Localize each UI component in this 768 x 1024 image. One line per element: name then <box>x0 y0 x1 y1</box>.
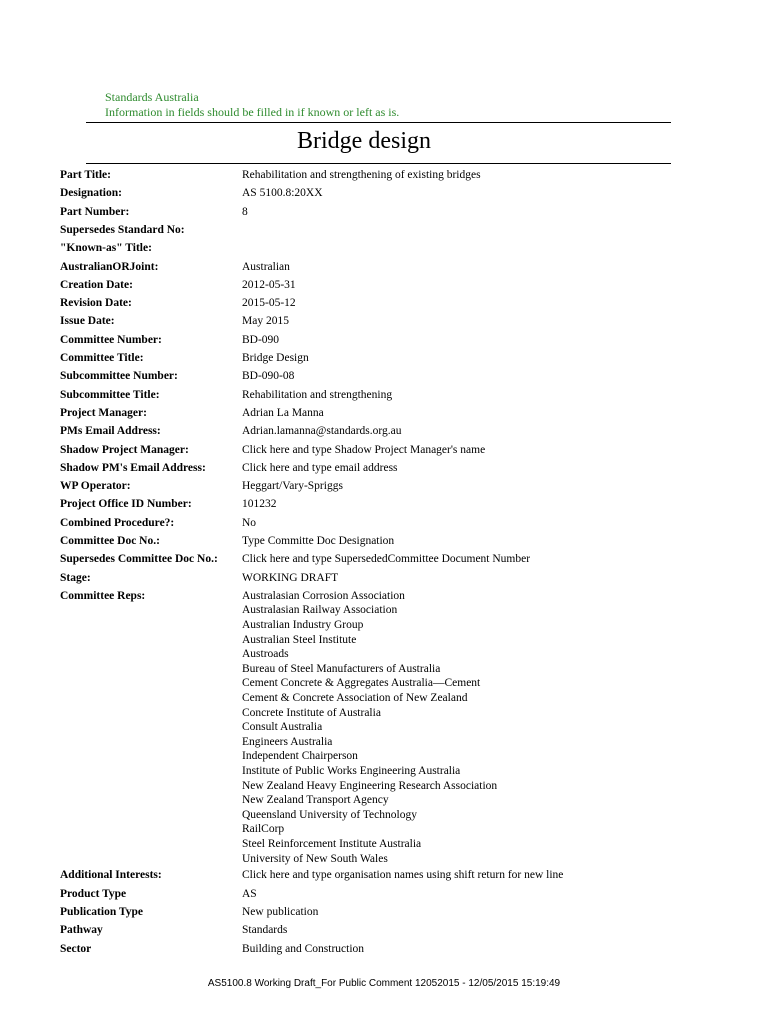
field-value: 8 <box>242 205 248 218</box>
committee-rep-item: Queensland University of Technology <box>242 808 417 821</box>
committee-reps-list <box>242 589 497 866</box>
field-label: Supersedes Committee Doc No.: <box>60 553 218 566</box>
field-label: Creation Date: <box>60 278 133 291</box>
field-value: Adrian La Manna <box>242 406 324 419</box>
field-value: New publication <box>242 905 319 918</box>
field-value: 101232 <box>242 498 277 511</box>
field-value: Adrian.lamanna@standards.org.au <box>242 425 402 438</box>
field-value: BD-090 <box>242 333 280 346</box>
field-value: BD-090-08 <box>242 370 295 383</box>
field-value: Building and Construction <box>242 942 365 955</box>
top-rule <box>86 122 671 123</box>
committee-rep-item: Cement Concrete & Aggregates Australia—Cement <box>242 677 481 690</box>
committee-rep-item: Independent Chairperson <box>242 750 358 763</box>
field-value: Click here and type Shadow Project Manager's name <box>242 443 486 456</box>
field-value: Rehabilitation and strengthening of existing bridges <box>242 169 481 181</box>
field-value: No <box>242 516 257 529</box>
field-label: Issue Date: <box>60 315 115 328</box>
committee-rep-item: Engineers Australia <box>242 735 333 748</box>
field-value: Click here and type SupersededCommittee Document Number <box>242 553 531 566</box>
field-label: PMs Email Address: <box>60 425 161 438</box>
committee-rep-item: Concrete Institute of Australia <box>242 706 381 719</box>
committee-rep-item: Australian Steel Institute <box>242 633 357 646</box>
committee-rep-item: Bureau of Steel Manufacturers of Australia <box>242 662 441 675</box>
committee-rep-item: University of New South Wales <box>242 852 388 865</box>
field-value: Heggart/Vary-Spriggs <box>242 480 343 493</box>
field-label: Committee Doc No.: <box>60 535 160 547</box>
field-label: Subcommittee Number: <box>60 370 178 383</box>
field-label: Shadow PM's Email Address: <box>60 461 206 474</box>
page-footer: AS5100.8 Working Draft_For Public Comment 12052015 - 12/05/2015 15:19:49 <box>207 978 561 989</box>
committee-rep-item: Australasian Corrosion Association <box>242 589 405 602</box>
field-label: Publication Type <box>60 905 143 918</box>
committee-rep-item: Australasian Railway Association <box>242 604 398 617</box>
committee-rep-item: Australian Industry Group <box>242 619 364 632</box>
committee-rep-item: New Zealand Transport Agency <box>242 794 389 807</box>
org-name: Standards Australia <box>105 90 199 104</box>
field-label: Designation: <box>60 187 122 200</box>
field-label: Sector <box>60 942 92 955</box>
field-label: Part Title: <box>60 169 111 181</box>
field-label: AustralianORJoint: <box>60 260 159 273</box>
bottom-rule <box>86 163 671 164</box>
field-value: Rehabilitation and strengthening <box>242 388 393 401</box>
field-label: Committee Number: <box>60 333 162 346</box>
field-label: Committee Title: <box>60 352 144 364</box>
field-label: Supersedes Standard No: <box>60 223 185 236</box>
committee-rep-item: Institute of Public Works Engineering Australia <box>242 765 461 778</box>
field-value: WORKING DRAFT <box>242 571 339 584</box>
field-value: Click here and type organisation names using shift return for new line <box>242 869 564 882</box>
field-value: Click here and type email address <box>242 461 398 474</box>
field-label: Part Number: <box>60 205 130 218</box>
document-title: Bridge design <box>297 128 431 154</box>
committee-rep-item: RailCorp <box>242 823 285 836</box>
field-value: Standards <box>242 924 288 937</box>
field-label: Project Manager: <box>60 406 147 419</box>
committee-rep-item: Consult Australia <box>242 721 323 734</box>
field-label: Combined Procedure?: <box>60 516 175 529</box>
field-value: Type Committe Doc Designation <box>242 535 395 547</box>
committee-rep-item: Cement & Concrete Association of New Zealand <box>242 692 468 705</box>
field-value: Australian <box>242 260 290 273</box>
header-block <box>105 90 399 120</box>
field-label: WP Operator: <box>60 480 131 493</box>
field-label: Pathway <box>60 924 103 937</box>
field-value: Bridge Design <box>242 352 309 364</box>
committee-rep-item: New Zealand Heavy Engineering Research Association <box>242 779 498 792</box>
field-label: Revision Date: <box>60 297 132 310</box>
committee-reps-label: Committee Reps: <box>60 589 146 602</box>
committee-rep-item: Austroads <box>242 648 289 661</box>
field-label: Shadow Project Manager: <box>60 443 189 456</box>
field-label: Project Office ID Number: <box>60 498 192 511</box>
field-label: "Known-as" Title: <box>60 242 152 255</box>
field-label: Product Type <box>60 887 127 900</box>
field-label: Subcommittee Title: <box>60 388 160 401</box>
field-value: 2012-05-31 <box>242 278 296 291</box>
field-label: Stage: <box>60 571 91 584</box>
field-value: AS <box>242 887 257 900</box>
instruction-note: Information in fields should be filled in if known or left as is. <box>105 105 400 119</box>
field-label: Additional Interests: <box>60 869 162 882</box>
committee-rep-item: Steel Reinforcement Institute Australia <box>242 837 422 850</box>
field-value: 2015-05-12 <box>242 297 296 310</box>
field-value: AS 5100.8:20XX <box>242 187 323 200</box>
field-value: May 2015 <box>242 315 289 328</box>
